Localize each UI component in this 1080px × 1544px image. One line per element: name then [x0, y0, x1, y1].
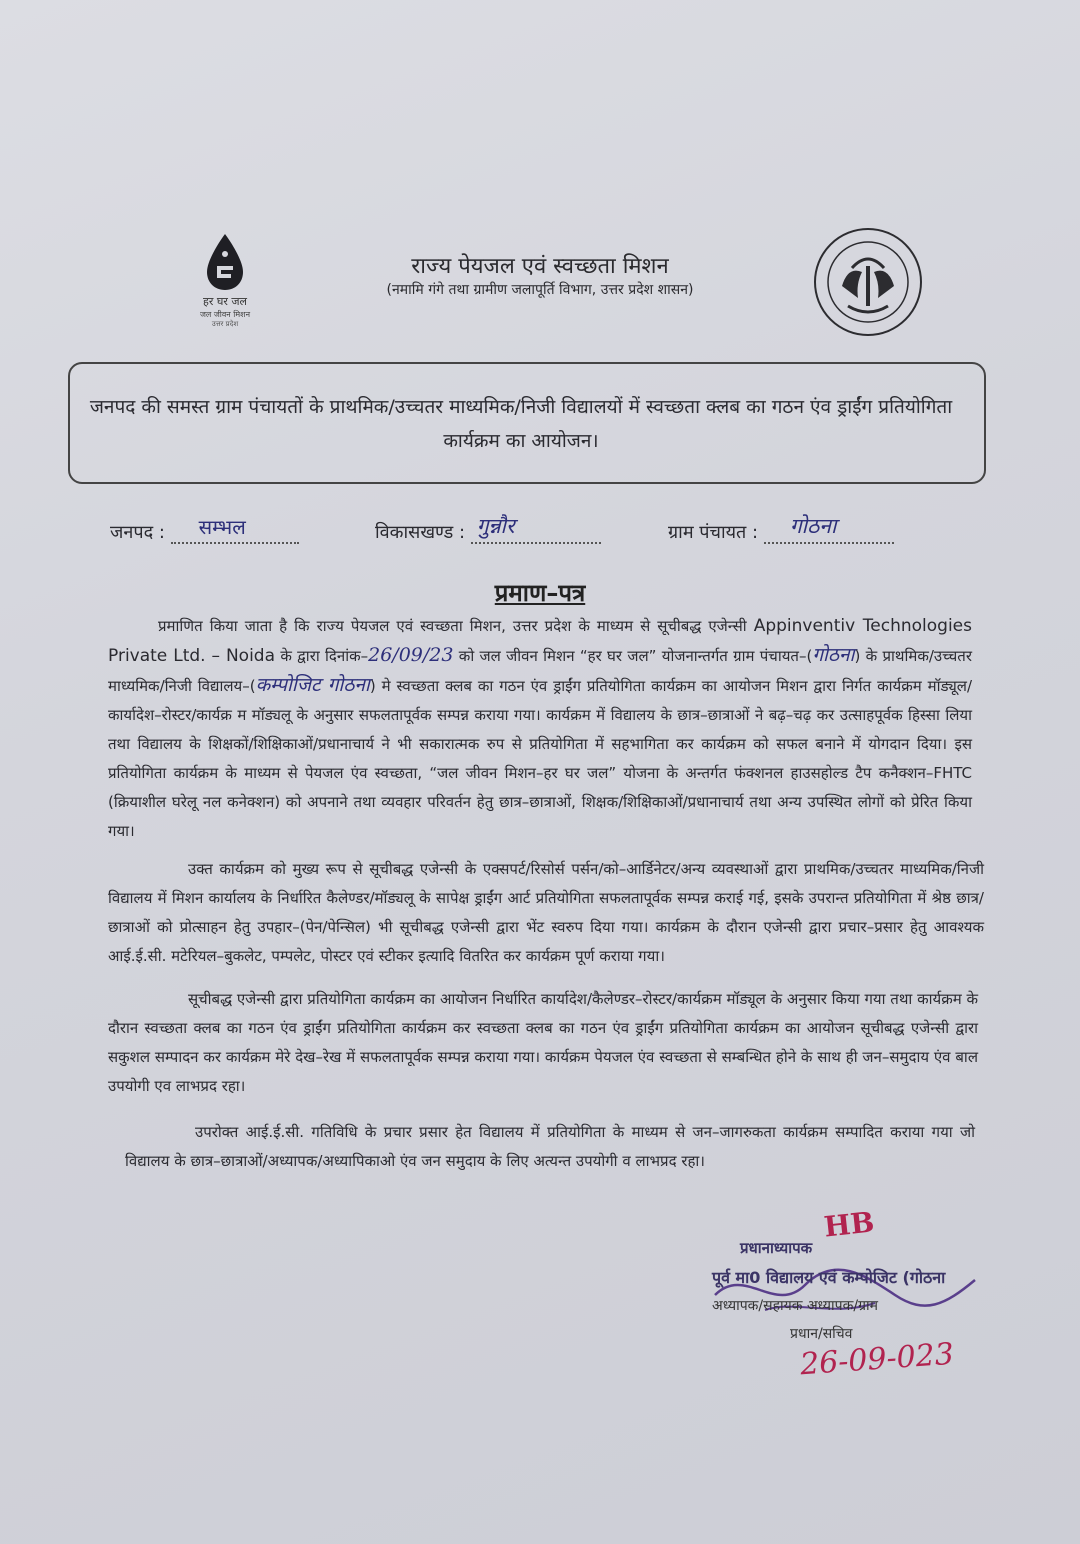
block-blank — [471, 514, 601, 544]
paragraph-4: उपरोक्त आई.ई.सी. गतिविधि के प्रचार प्रसार हेत विद्यालय में प्रतियोगिता के माध्यम से जन–जागरुकता कार्यक्रम सम्पादित कराया गया जो विद्यालय के छात्र–छात्राओं/अध्यापक/अध्यापिकाओ एंव जन समुदाय के लिए अत्यन्त उपयोगी व लाभप्रद रहा। — [125, 1123, 975, 1170]
agency-name: Appinventiv Technologies Private Ltd. – Noida — [108, 616, 972, 666]
signatory-role-2: प्रधान/सचिव — [790, 1326, 853, 1342]
block-field — [375, 514, 601, 544]
certificate-title: प्रमाण–पत्र — [494, 579, 586, 607]
water-drop-icon — [203, 232, 247, 292]
program-date-handwritten: 26/09/23 — [368, 644, 454, 666]
logo-sub-text: जल जीवन मिशन — [199, 310, 251, 319]
logo-sub2-text: उत्तर प्रदेश — [211, 320, 239, 328]
paragraph-1 — [108, 612, 972, 846]
gp-handwritten: गोठना — [812, 644, 855, 666]
school-handwritten: कम्पोजिट गोठना — [255, 674, 370, 696]
para1-text-b: के द्वारा दिनांक– — [280, 647, 369, 665]
signatory-role: अध्यापक/सहायक अध्यापक/ग्राम — [712, 1298, 878, 1314]
district-field — [110, 515, 299, 544]
gram-panchayat-field — [668, 514, 894, 544]
district-value: सम्भल — [198, 515, 246, 539]
signature-date: 26-09-023 — [798, 1336, 955, 1383]
subject-box: जनपद की समस्त ग्राम पंचायतों के प्राथमिक/उच्चतर माध्यमिक/निजी विद्यालयों में स्वच्छता क्लब का गठन एंव ड्राईंग प्रतियोगिता कार्यक्रम का आयोजन। — [68, 362, 986, 484]
signature-mark: HB — [822, 1205, 876, 1244]
har-ghar-jal-logo — [185, 232, 265, 332]
paragraph-2: उक्त कार्यक्रम को मुख्य रूप से सूचीबद्ध एजेन्सी के एक्सपर्ट/रिसोर्स पर्सन/को–आर्डिनेटर/अन्य व्यवस्थाओं द्वारा प्राथमिक/उच्चतर माध्यमिक/निजी विद्यालय में मिशन कार्यालय के निर्धारित कैलेण्डर/मॉड्यलू के सापेक्ष ड्राईंग आर्ट प्रतियोगिता सफलतापूर्वक सम्पन्न कराई गई, इसके उपरान्त प्रतियोगिता में श्रेष्ठ छात्र/छात्राओं को प्रोत्साहन हेतु उपहार–(पेन/पेन्सिल) भी सूचीबद्ध एजेन्सी द्वारा भेंट स्वरुप दिया गया। कार्यक्रम के दौरान एजेन्सी द्वारा प्रचार–प्रसार हेतु आवश्यक आई.ई.सी. मटेरियल–बुकलेट, पम्पलेट, पोस्टर एवं स्टीकर इत्यादि वितरित कर कार्यक्रम पूर्ण कराया गया। — [108, 860, 984, 965]
stamp-school-name: पूर्व मा0 विद्यालय एवं कम्पोजिट (गोठना — [712, 1268, 946, 1287]
block-value: गुन्नौर — [476, 514, 515, 538]
para1-text-d: ) के प्राथमिक/उच्चतर माध्यमिक/निजी विद्यालय–( — [108, 647, 972, 695]
block-label: विकासखण्ड : — [375, 522, 466, 543]
para1-text-c: को जल जीवन मिशन “हर घर जल” योजनान्तर्गत ग्राम पंचायत–( — [458, 647, 813, 665]
paragraph-3: सूचीबद्ध एजेन्सी द्वारा प्रतियोगिता कार्यक्रम का आयोजन निर्धारित कार्यादेश/कैलेण्डर–रोस्टर/कार्यक्रम मॉड्यूल के अनुसार किया गया तथा कार्यक्रम के दौरान स्वच्छता क्लब का गठन एंव ड्राईंग प्रतियोगिता कार्यक्रम कर स्वच्छता क्लब का गठन एंव ड्राईंग प्रतियोगिता कार्यक्रम का आयोजन सूचीबद्ध एजेन्सी द्वारा सकुशल सम्पादन कर कार्यक्रम मेरे देख–रेख में सफलतापूर्वक सम्पन्न कराया गया। कार्यक्रम पेयजल एंव स्वच्छता से सम्बन्धित होने के साथ ही जन–समुदाय एंव बाल उपयोगी एव लाभप्रद रहा। — [108, 990, 978, 1095]
gp-label: ग्राम पंचायत : — [668, 522, 759, 543]
district-blank — [171, 515, 299, 544]
district-label: जनपद : — [110, 522, 165, 543]
mission-subtitle: (नमामि गंगे तथा ग्रामीण जलापूर्ति विभाग, उत्तर प्रदेश शासन) — [386, 282, 694, 298]
gp-blank — [764, 514, 894, 544]
mission-title: राज्य पेयजल एवं स्वच्छता मिशन — [411, 254, 669, 279]
stamp-designation: प्रधानाध्यापक — [740, 1239, 813, 1257]
logo-brand-text: हर घर जल — [203, 295, 247, 308]
gp-value: गोठना — [789, 514, 837, 538]
para1-text-a: प्रमाणित किया जाता है कि राज्य पेयजल एवं स्वच्छता मिशन, उत्तर प्रदेश के माध्यम से सूचीबद्ध एजेन्सी — [158, 617, 747, 635]
up-government-seal-icon — [812, 226, 924, 338]
para1-text-e: ) मे स्वच्छता क्लब का गठन एंव ड्राईंग प्रतियोगिता कार्यक्रम का आयोजन मिशन द्वारा निर्गत कार्यक्रम मॉड्यूल/कार्यादेश–रोस्टर/कार्यक्र म मॉड्यलू के अनुसार सफलतापूर्वक सम्पन्न कराया गया। कार्यक्रम में विद्यालय के छात्र–छात्राओं ने बढ़–चढ़ कर उत्साहपूर्वक हिस्सा लिया तथा विद्यालय के शिक्षकों/शिक्षिकाओं/प्रधानाचार्य ने भी सकारात्मक रुप से प्रतियोगिता में सहभागिता कर कार्यक्रम को सफल बनाने में योगदान दिया। इस प्रतियोगिता कार्यक्रम के माध्यम से पेयजल एंव स्वच्छता, “जल जीवन मिशन–हर घर जल” योजना के अन्तर्गत फंक्शनल हाउसहोल्ड टैप कनैक्शन–FHTC (क्रियाशील घरेलू नल कनेक्शन) को अपनाने तथा व्यवहार परिवर्तन हेतु छात्र–छात्राओं, शिक्षक/शिक्षिकाओं/प्रधानाचार्य तथा अन्य उपस्थित लोगों को प्रेरित किया गया। — [108, 677, 973, 840]
